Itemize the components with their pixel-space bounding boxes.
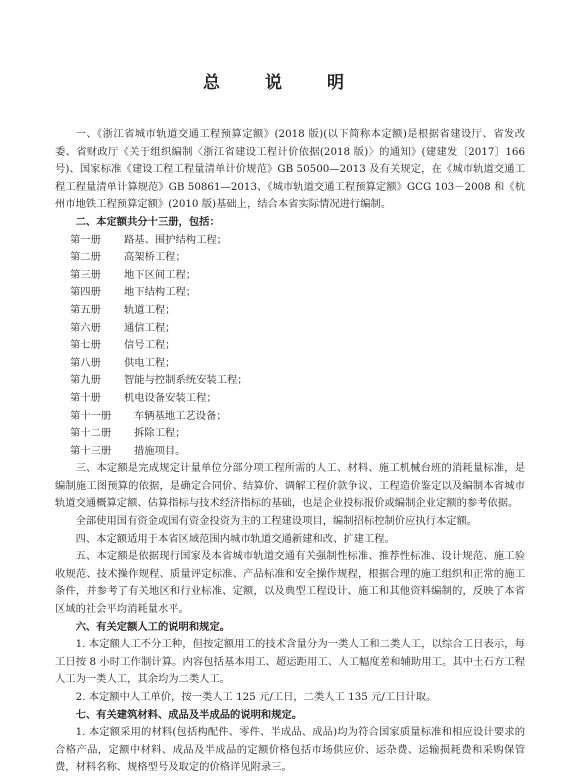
- section-5-paragraph: 五、本定额是依据现行国家及本省城市轨道交通有关强制性标准、推荐性标准、设计规范、施工验收规范、技术操作规程、质量评定标准、产品标准和安全操作规程，根据合理的施工组织和正常的施工条件，并参考了有关地区和行业标准、定额，以及典型工程设计、施工和其他资料编制的，反映了本省区域的社会平均消耗量水平。: [55, 550, 525, 616]
- volume-item: [55, 443, 525, 461]
- volume-title: 措施项目。: [134, 444, 186, 457]
- volume-item: [55, 320, 525, 338]
- volume-title: 车辆基地工艺设备；: [134, 409, 227, 422]
- section-7-item-1: 1. 本定额采用的材料(包括构配件、零件、半成品、成品)均为符合国家质量标准和相应设计要求的合格产品，定额中材料、成品及半成品的定额价格包括市场供应价、运杂费、运输损耗费和采购保管费，材料名称、规格型号及取定的价格详见附录三。: [55, 726, 525, 774]
- volume-number: 第十二册: [70, 427, 112, 440]
- volume-item: [55, 284, 525, 302]
- volume-number: 第一册: [70, 233, 101, 246]
- section-1-paragraph: 一、《浙江省城市轨道交通工程预算定额》(2018 版)(以下简称本定额)是根据省建设厅、省发改委、省财政厅《关于组织编制〈浙江省建设工程计价依据(2018 版)〉的通知》(建建发〔2017〕166 号)、国家标准《建设工程工程量清单计价规范》GB 50500—2013 及有关规定，在《城市轨道交通工程工程量清单计算规范》GB 50861—2013、《城市轨道交通工程预算定额》GCG 103－2008 和《杭州市地铁工程预算定额》(2010 版)基础上，结合本省实际情况进行编制。: [55, 128, 525, 211]
- section-4-paragraph: 四、本定额适用于本省区域范围内城市轨道交通新建和改、扩建工程。: [75, 532, 395, 545]
- volume-title: 地下结构工程；: [124, 286, 197, 299]
- volume-number: 第八册: [70, 356, 101, 369]
- section-3-paragraph: 三、本定额是完成规定计量单位分部分项工程所需的人工、材料、施工机械台班的消耗量标准，是编制施工图预算的依据，是确定合同价、结算价、调解工程价款争议、工程造价鉴定以及编制本省城市轨道交通概算定额、估算指标与技术经济指标的基础，也是企业投标报价或编制企业定额的参考依据。: [55, 462, 525, 510]
- page-title: 总 说 明: [203, 73, 358, 93]
- volume-item: [55, 267, 525, 285]
- volume-number: 第二册: [70, 251, 101, 264]
- volume-title: 地下区间工程；: [124, 268, 197, 281]
- volume-item: [55, 355, 525, 373]
- volume-title: 拆除工程；: [134, 427, 186, 440]
- volume-item: [55, 390, 525, 408]
- volume-number: 第六册: [70, 321, 101, 334]
- section-3-supplement: 全部使用国有资金或国有资金投资为主的工程建设项目，编制招标控制价应执行本定额。: [75, 515, 478, 528]
- document-body: [55, 126, 525, 777]
- volume-number: 第九册: [70, 374, 101, 387]
- section-6-heading: 六、有关定额人工的说明和规定。: [75, 620, 231, 633]
- volume-title: 智能与控制系统安装工程；: [124, 374, 248, 387]
- section-2-heading: 二、本定额共分十三册，包括：: [75, 215, 220, 228]
- volume-number: 第十一册: [70, 409, 112, 422]
- volume-item: [55, 425, 525, 443]
- volume-item: [55, 408, 525, 426]
- section-6-item-2: 2. 本定额中人工单价，按一类人工 125 元/工日，二类人工 135 元/工日计取。: [75, 691, 437, 703]
- volume-title: 机电设备安装工程；: [124, 391, 217, 404]
- volume-number: 第十三册: [70, 444, 112, 457]
- volume-title: 供电工程；: [124, 356, 176, 369]
- volume-title: 信号工程；: [124, 339, 176, 352]
- volume-item: [55, 372, 525, 390]
- volume-number: 第十册: [70, 391, 101, 404]
- volume-list: [55, 232, 525, 461]
- volume-item: [55, 232, 525, 250]
- volume-title: 轨道工程；: [124, 303, 176, 316]
- volume-title: 高架桥工程；: [124, 251, 186, 264]
- volume-number: 第五册: [70, 303, 101, 316]
- volume-number: 第七册: [70, 339, 101, 352]
- volume-item: [55, 337, 525, 355]
- volume-number: 第三册: [70, 268, 101, 281]
- volume-number: 第四册: [70, 286, 101, 299]
- volume-item: [55, 302, 525, 320]
- section-6-item-1: 1. 本定额人工不分工种，但按定额用工的技术含量分为一类人工和二类人工，以综合工日表示，每工日按 8 小时工作制计算。内容包括基本用工、超运距用工、人工幅度差和辅助用工。其中土石方工程人工为一类人工，其余均为二类人工。: [55, 638, 525, 686]
- volume-title: 通信工程；: [124, 321, 176, 334]
- volume-item: [55, 249, 525, 267]
- section-7-heading: 七、有关建筑材料、成品及半成品的说明和规定。: [75, 708, 303, 721]
- volume-title: 路基、围护结构工程；: [124, 233, 227, 246]
